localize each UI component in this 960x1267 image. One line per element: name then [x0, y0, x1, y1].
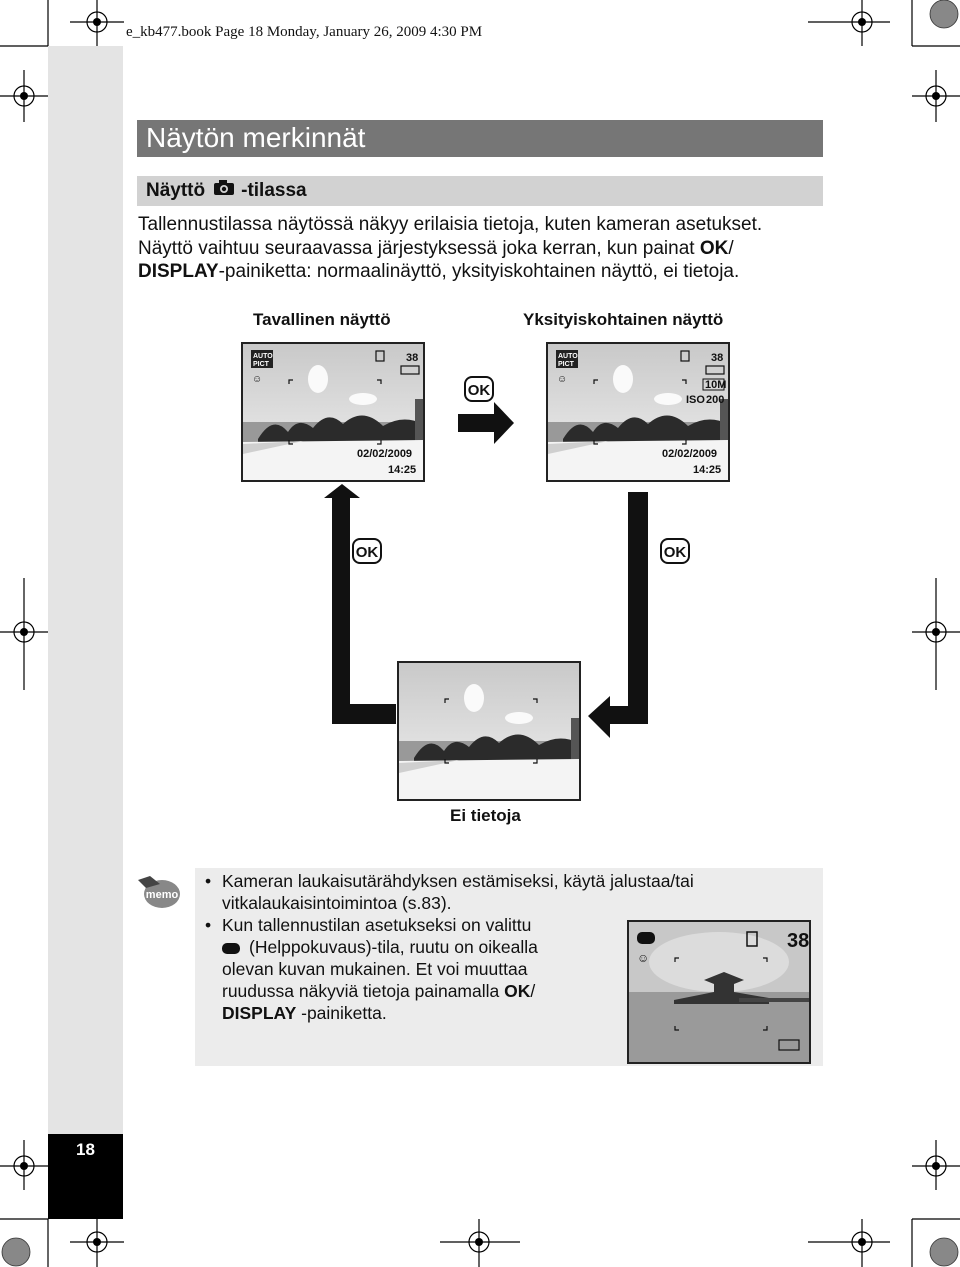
mode-bottom-2: PICT	[558, 361, 574, 368]
screen-normal	[241, 342, 425, 482]
memo-icon-label: memo	[145, 889, 179, 901]
memo-line4-text: ruudussa näkyviä tietoja painamalla	[222, 981, 505, 1001]
memo-bullet-2-line2: (Helppokuvaus)-tila, ruutu on oikealla	[249, 937, 538, 957]
intro-paragraph	[138, 213, 838, 284]
sidebar-band	[48, 46, 123, 1219]
easy-mode-icon	[222, 943, 240, 954]
date-readout-2: 02/02/2009	[662, 448, 718, 460]
intro-line-2-text: Näyttö vaihtuu seuraavassa järjestyksessä joka kerran, kun painat	[138, 237, 700, 259]
ok-label: OK	[699, 237, 729, 259]
ok-label-2: OK	[355, 544, 379, 561]
svg-text:☺: ☺	[637, 951, 650, 965]
memo-icon	[136, 872, 182, 917]
memo-bullet-2-line3: olevan kuvan mukainen. Et voi muuttaa	[222, 959, 528, 979]
memo-end: -painiketta.	[296, 1003, 387, 1023]
subtitle-after: -tilassa	[241, 180, 307, 201]
camera-icon	[213, 178, 235, 204]
screen-detailed	[546, 342, 730, 482]
caption-normal: Tavallinen näyttö	[253, 310, 391, 329]
arrow-right-icon	[458, 402, 516, 444]
memo-slash: /	[530, 981, 536, 1001]
time-readout: 14:25	[388, 464, 417, 476]
mode-top: AUTO	[253, 353, 273, 360]
section-subtitle	[146, 178, 307, 204]
svg-text:☺: ☺	[252, 374, 263, 385]
memo-display-label: DISPLAY	[222, 1003, 297, 1023]
ok-label-1: OK	[467, 382, 491, 399]
caption-no-info: Ei tietoja	[450, 806, 521, 825]
caption-detailed: Yksityiskohtainen näyttö	[523, 310, 724, 329]
easy-mode-preview	[629, 922, 809, 1062]
ok-label-3: OK	[663, 544, 687, 561]
mode-top-2: AUTO	[558, 353, 578, 360]
resolution: 10M	[705, 379, 727, 391]
time-readout-2: 14:25	[693, 464, 722, 476]
subtitle-before: Näyttö	[146, 180, 206, 201]
iso-label: ISO	[686, 394, 705, 406]
normal-display-preview	[243, 344, 423, 480]
display-label: DISPLAY	[138, 261, 219, 282]
intro-line-3	[138, 260, 838, 284]
svg-text:☺: ☺	[557, 374, 568, 385]
memo-bullet-1-text: • Kameran laukaisutärähdyksen estämiseksi, käytä jalustaa/tai vitkalaukaisintoimintoa (s.83).	[222, 871, 694, 913]
memo-bullet-2-line1: • Kun tallennustilan asetukseksi on valittu	[222, 915, 532, 935]
shots-remaining-2: 38	[711, 352, 724, 364]
date-readout: 02/02/2009	[357, 448, 413, 460]
screen-no-info	[397, 661, 581, 801]
no-info-display-preview	[399, 663, 579, 799]
ok-button-icon-left	[352, 538, 382, 569]
intro-line-3-text: -painiketta: normaalinäyttö, yksityiskohtainen näyttö, ei tietoja.	[218, 261, 740, 282]
mode-bottom: PICT	[253, 361, 269, 368]
intro-line-2	[138, 237, 838, 261]
easy-shots: 38	[787, 930, 809, 952]
memo-bullet-1	[205, 870, 825, 914]
screen-easy-mode	[627, 920, 811, 1064]
detailed-display-preview	[548, 344, 728, 480]
shots-remaining: 38	[406, 352, 419, 364]
page-number: 18	[76, 1140, 95, 1159]
ok-button-icon-right	[660, 538, 690, 569]
slash: /	[728, 237, 734, 259]
memo-ok-label: OK	[504, 981, 531, 1001]
iso-value: 200	[706, 394, 725, 406]
intro-line-1: Tallennustilassa näytössä näkyy erilaisia tietoja, kuten kameran asetukset.	[138, 214, 763, 235]
print-header: e_kb477.book Page 18 Monday, January 26, 2009 4:30 PM	[126, 24, 483, 40]
page-title: Näytön merkinnät	[146, 122, 366, 153]
